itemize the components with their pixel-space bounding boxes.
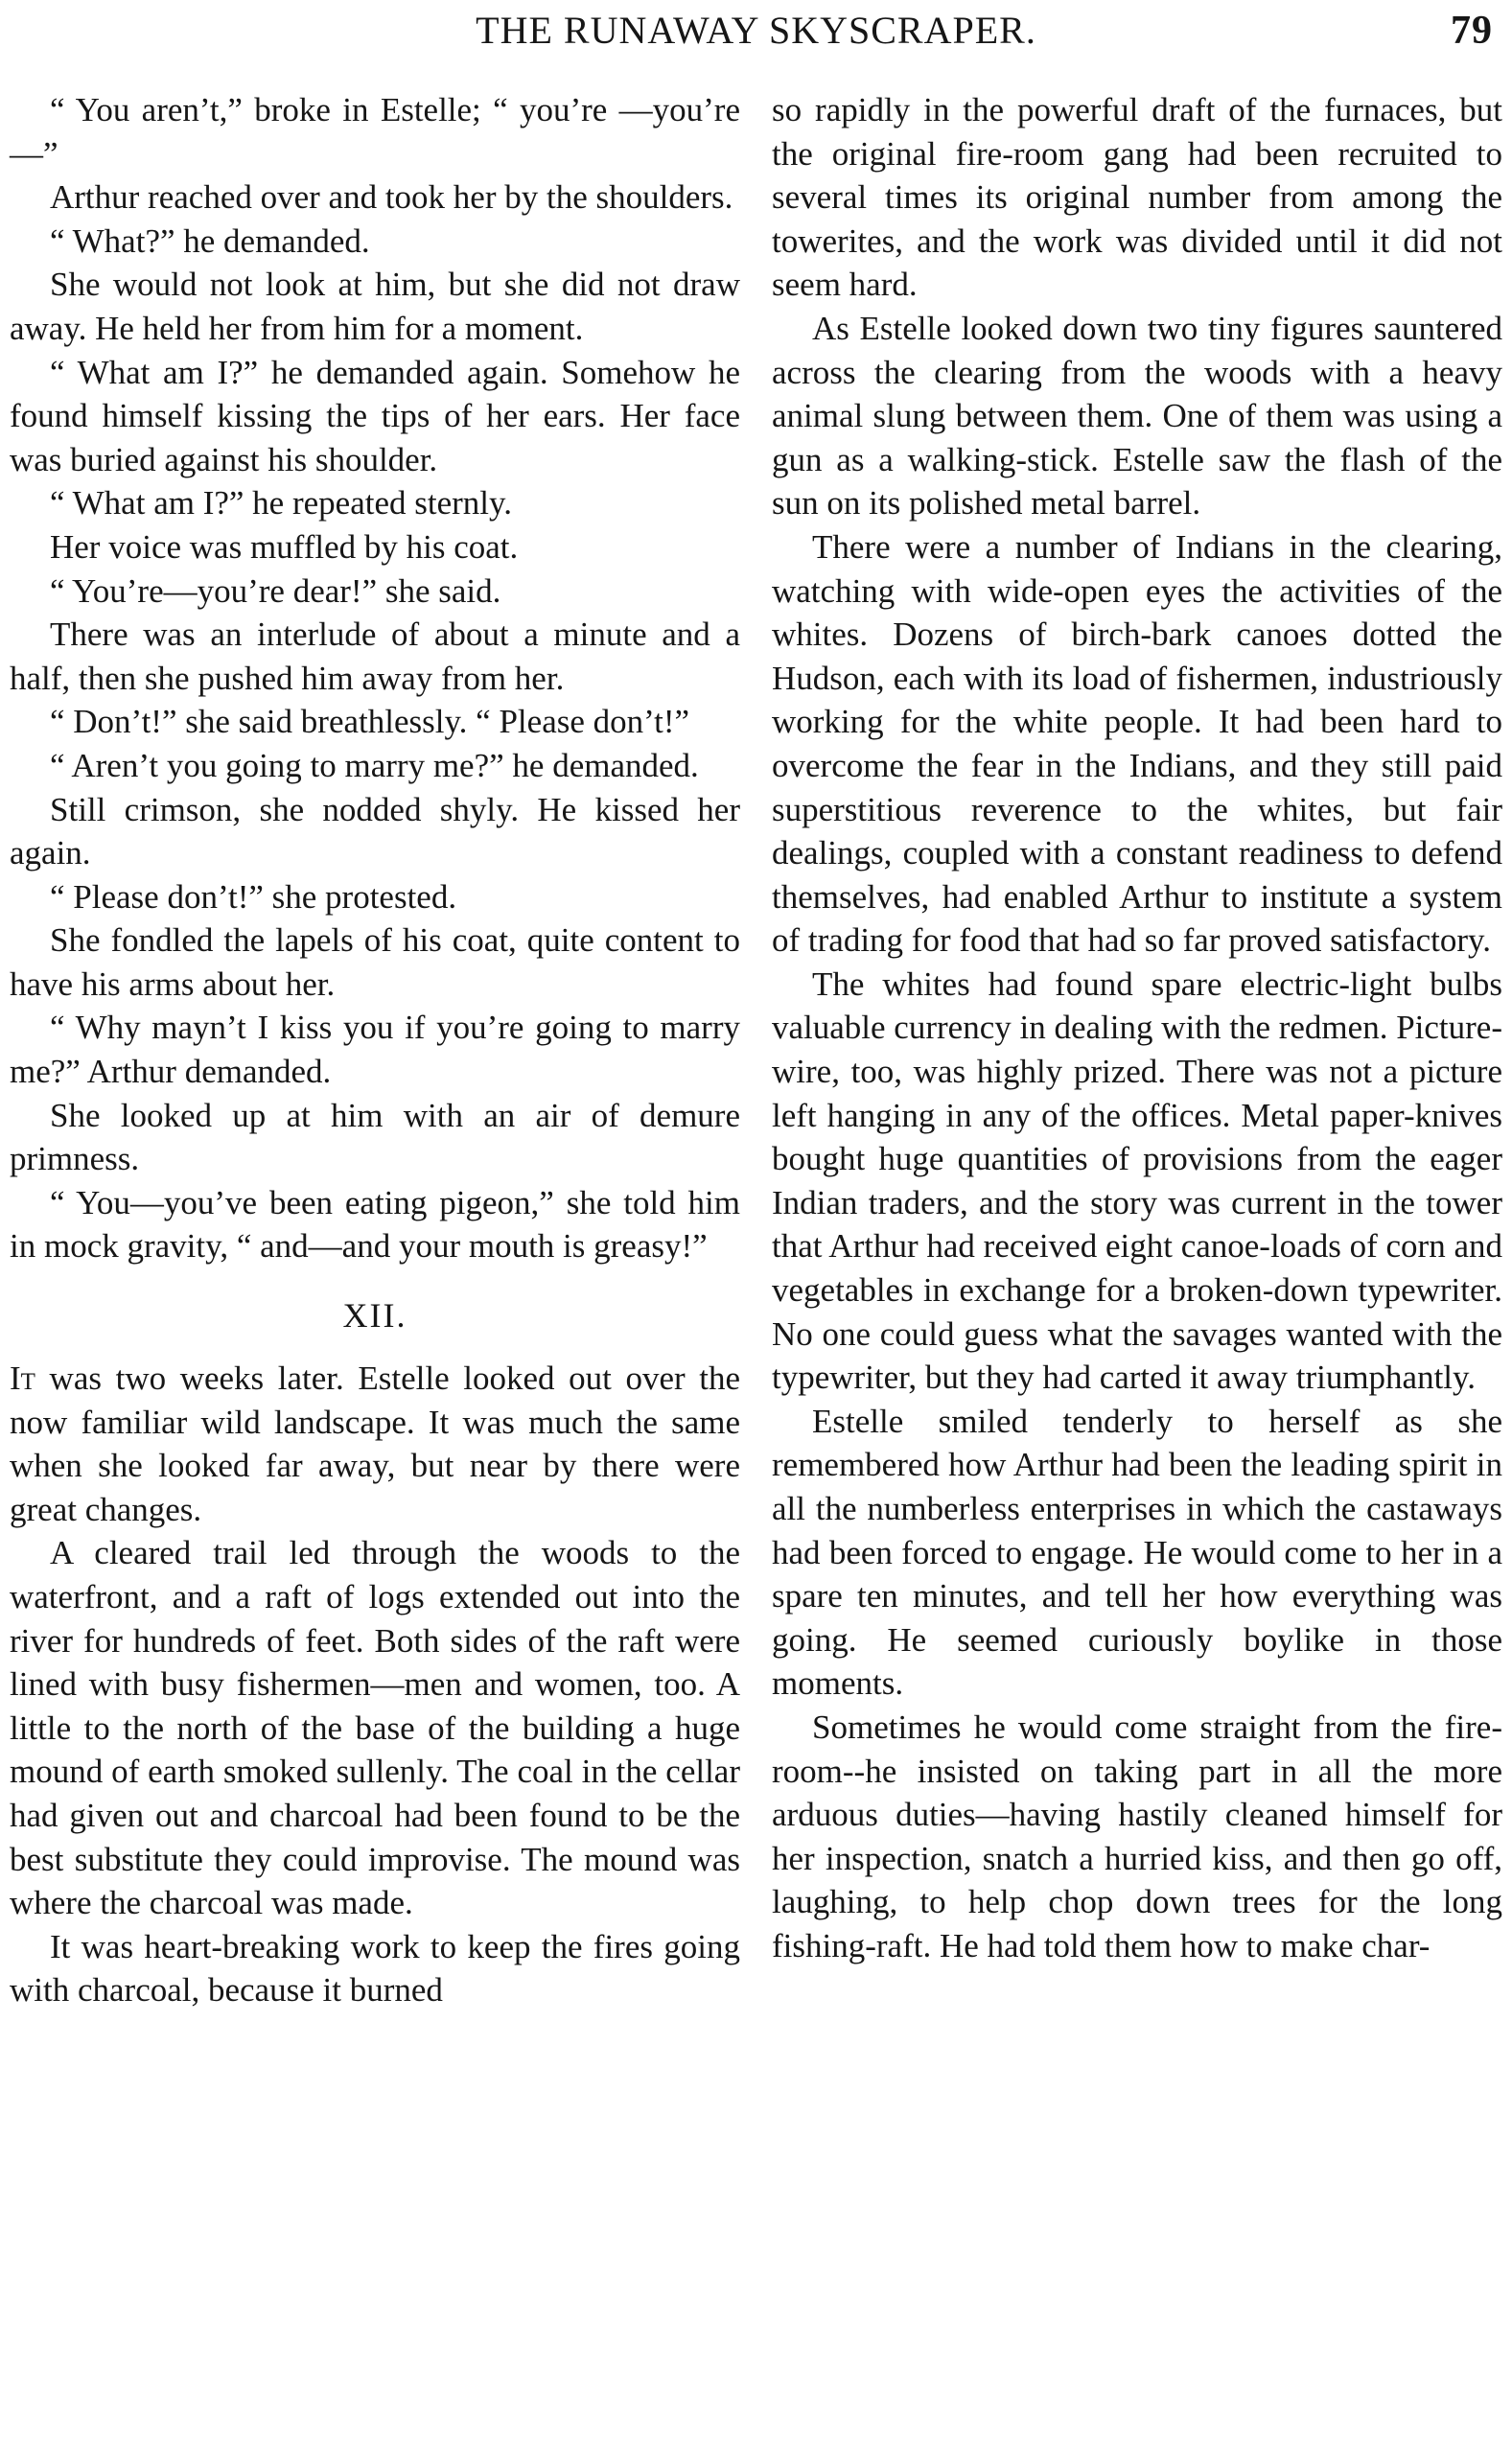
- paragraph: There was an interlude of about a minute and a half, then she pushed him away from her.: [10, 616, 740, 697]
- paragraph: “ What am I?” he repeated sternly.: [50, 484, 512, 523]
- paragraph: “ What?” he demanded.: [50, 221, 370, 260]
- paragraph: Estelle smiled tenderly to herself as she remembered how Arthur had been the leading spirit in all the numberless enterprises in which the castaways had been forced to engage. He would come to her in a spare ten minutes, and tell her how everything was going. He seemed curiously boylike in those moments.: [772, 1402, 1502, 1703]
- paragraph: The whites had found spare electric-light bulbs valuable currency in dealing with the redmen. Picture-wire, too, was highly prized. There was not a picture left hanging in any of the offices. Metal paper-knives bought huge quantities of provisions from the eager Indian traders, and the story was current in the tower that Arthur had received eight canoe-loads of corn and vegetables in exchange for a broken-down typewriter. No one could guess what the savages wanted with the typewriter, but they had carted it away triumphantly.: [772, 964, 1502, 1397]
- chapter-opening-paragraph: [10, 1357, 740, 1531]
- paragraph: “ You—you’ve been eating pigeon,” she told him in mock gravity, “ and—and your mouth is greasy!”: [10, 1183, 740, 1266]
- paragraph: There were a number of Indians in the clearing, watching with wide-open eyes the activities of the whites. Dozens of birch-bark canoes dotted the Hudson, each with its load of fishermen, industriously working for the white people. It had been hard to overcome the fear in the Indians, and they still paid superstitious reverence to the whites, but fair dealings, coupled with a constant readiness to defend themselves, had enabled Arthur to institute a system of trading for food that had so far proved satisfactory.: [772, 527, 1502, 960]
- text-columns: [10, 88, 1502, 2012]
- running-title: THE RUNAWAY SKYSCRAPER.: [476, 9, 1036, 52]
- paragraph: “ Why mayn’t I kiss you if you’re going to marry me?” Arthur demanded.: [10, 1009, 740, 1091]
- paragraph: “ Don’t!” she said breathlessly. “ Please don’t!”: [50, 703, 690, 741]
- running-head: [10, 8, 1502, 65]
- chapter-heading: XII.: [342, 1296, 407, 1336]
- paragraph: She looked up at him with an air of demure primness.: [10, 1096, 740, 1178]
- continued-paragraph: so rapidly in the powerful draft of the furnaces, but the original fire-room gang had been recruited to several times its original number from among the towerites, and the work was divided until it did not seem hard.: [772, 91, 1502, 304]
- left-column: [10, 88, 740, 2012]
- paragraph: Her voice was muffled by his coat.: [50, 527, 519, 566]
- paragraph: She fondled the lapels of his coat, quite content to have his arms about her.: [10, 921, 740, 1003]
- opening-text: was two weeks later. Estelle looked out over the now familiar wild landscape. It was much the same when she looked far away, but near by there were great changes.: [10, 1359, 740, 1528]
- paragraph: “ You’re—you’re dear!” she said.: [50, 571, 501, 610]
- paragraph: It was heart-breaking work to keep the fires going with charcoal, because it burned: [10, 1927, 740, 2010]
- opening-word: It: [10, 1359, 35, 1398]
- paragraph: “ Please don’t!” she protested.: [50, 877, 457, 916]
- page-number: 79: [1451, 9, 1493, 53]
- paragraph: A cleared trail led through the woods to the waterfront, and a raft of logs extended out into the river for hundreds of feet. Both sides of the raft were lined with busy fishermen—men and women, too. A little to the north of the base of the building a huge mound of earth smoked sullenly. The coal in the cellar had given out and charcoal had been found to be the best substitute they could improvise. The mound was where the charcoal was made.: [10, 1534, 740, 1922]
- paragraph: “ Aren’t you going to marry me?” he demanded.: [50, 746, 699, 784]
- paragraph: Still crimson, she nodded shyly. He kissed her again.: [10, 790, 740, 872]
- right-column: [772, 88, 1502, 2012]
- paragraph: “ What am I?” he demanded again. Somehow he found himself kissing the tips of her ears. Her face was buried against his shoulder.: [10, 353, 740, 478]
- paragraph: She would not look at him, but she did not draw away. He held her from him for a moment.: [10, 266, 740, 347]
- paragraph: Sometimes he would come straight from the fire-room--he insisted on taking part in all the more arduous duties—having hastily cleaned himself for her inspection, snatch a hurried kiss, and then go off, laughing, to help chop down trees for the long fishing-raft. He had told them how to make char-: [772, 1708, 1502, 1964]
- paragraph: Arthur reached over and took her by the shoulders.: [50, 178, 733, 217]
- paragraph: “ You aren’t,” broke in Estelle; “ you’re —you’re—”: [10, 91, 740, 173]
- paragraph: As Estelle looked down two tiny figures sauntered across the clearing from the woods with a heavy animal slung between them. One of them was using a gun as a walking-stick. Estelle saw the flash of the sun on its polished metal barrel.: [772, 309, 1502, 523]
